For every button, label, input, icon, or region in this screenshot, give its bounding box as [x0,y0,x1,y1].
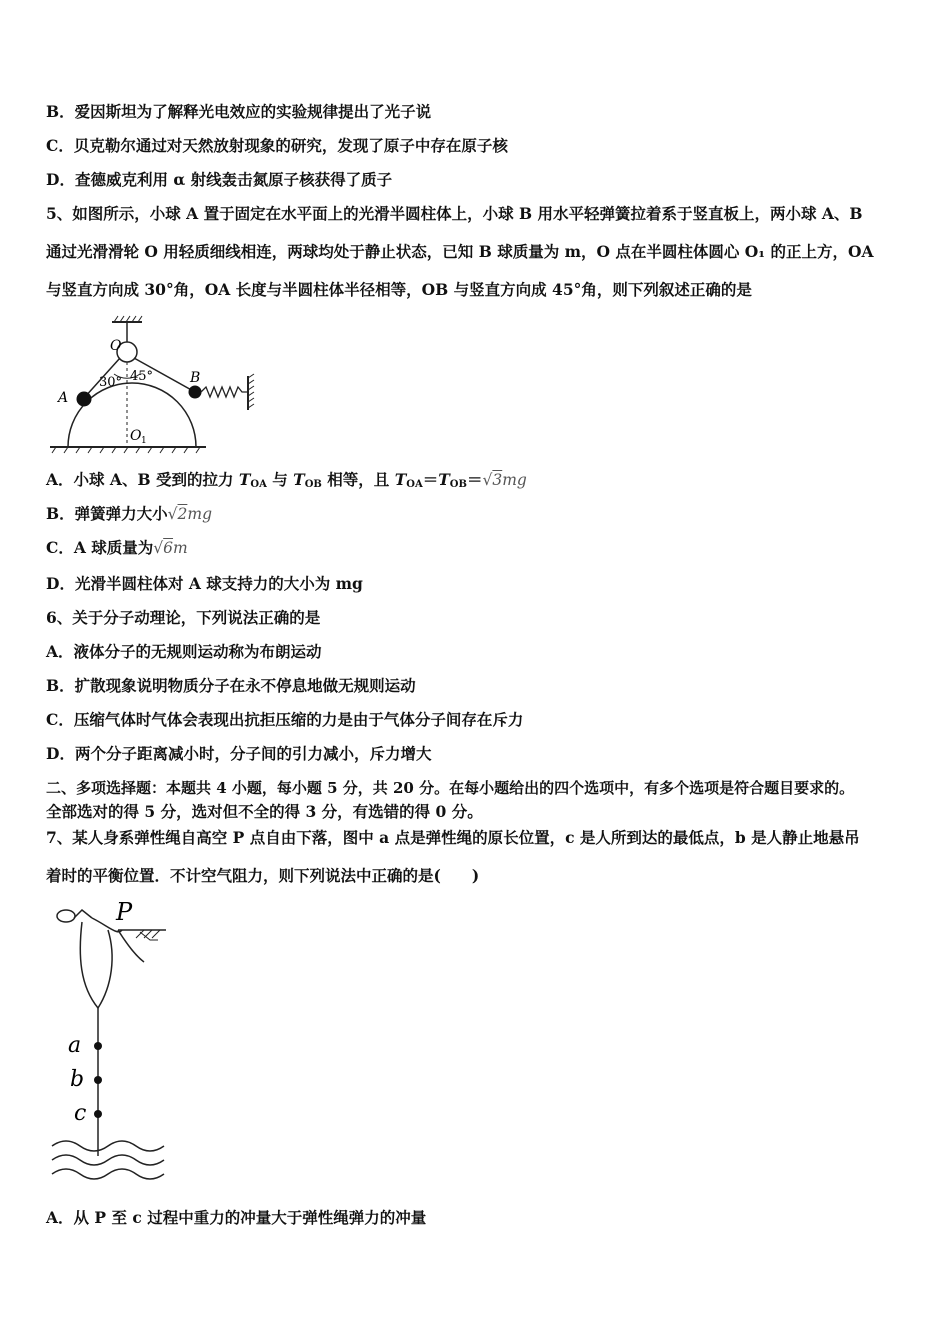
section2-line1: 二、多项选择题：本题共 4 小题，每小题 5 分，共 20 分。在每小题给出的四个选项中，有多个选项是符合题目要求的。 [46,779,855,797]
q5-stem-line1: 5、如图所示，小球 A 置于固定在水平面上的光滑半圆柱体上，小球 B 用水平轻弹簧拉着系于竖直板上，两小球 A、B [46,204,863,223]
q6-option-b: B．扩散现象说明物质分子在永不停息地做无规则运动 [46,676,416,695]
q6-stem: 6、关于分子动理论，下列说法正确的是 [46,608,321,627]
q5-stem-line2: 通过光滑滑轮 O 用轻质细线相连，两球均处于静止状态，已知 B 球质量为 m，O 点在半圆柱体圆心 O₁ 的正上方，OA [46,242,874,261]
label-a: A [58,390,69,406]
q4-option-b: B．爱因斯坦为了解释光电效应的实验规律提出了光子说 [46,102,432,121]
q5-stem-line3: 与竖直方向成 30°角，OA 长度与半圆柱体半径相等，OB 与竖直方向成 45°角，则下列叙述正确的是 [46,280,752,299]
label-angle-45: 45° [130,369,154,384]
section2-line2: 全部选对的得 5 分，选对但不全的得 3 分，有选错的得 0 分。 [46,802,483,821]
label-c: c [74,1101,87,1126]
label-o: O [110,338,122,354]
q7-stem-line2: 着时的平衡位置．不计空气阻力，则下列说法中正确的是( ) [46,866,480,885]
label-o1: O [130,428,142,444]
label-b: B [190,370,201,386]
q5-option-c: C．A 球质量为√6m [46,538,188,557]
label-angle-30: 30° [99,375,123,390]
label-p: P [116,898,133,926]
q6-option-a: A．液体分子的无规则运动称为布朗运动 [46,642,322,661]
q5-option-a: A．小球 A、B 受到的拉力 $T_{OA}$ 与 $T_{OB}$ 相等，且 $T_{OA}=T_{OB}=√3mg$ [46,470,527,490]
q7-figure [48,896,178,1186]
label-a: a [68,1033,82,1058]
q5-option-d: D．光滑半圆柱体对 A 球支持力的大小为 mg [46,574,363,593]
q7-option-a: A．从 P 至 c 过程中重力的冲量大于弹性绳弹力的冲量 [46,1208,427,1227]
q6-option-d: D．两个分子距离减小时，分子间的引力减小，斥力增大 [46,744,432,763]
label-b: b [70,1067,85,1092]
q4-option-c: C．贝克勒尔通过对天然放射现象的研究，发现了原子中存在原子核 [46,136,508,155]
label-o1-subscript: 1 [141,436,147,446]
q7-stem-line1: 7、某人身系弹性绳自高空 P 点自由下落，图中 a 点是弹性绳的原长位置，c 是人所到达的最低点，b 是人静止地悬吊 [46,828,860,847]
q5-figure [44,312,259,460]
q4-option-d: D．查德威克利用 α 射线轰击氮原子核获得了质子 [46,170,393,189]
q5-option-b: B．弹簧弹力大小√2mg [46,504,212,523]
q6-option-c: C．压缩气体时气体会表现出抗拒压缩的力是由于气体分子间存在斥力 [46,710,524,729]
